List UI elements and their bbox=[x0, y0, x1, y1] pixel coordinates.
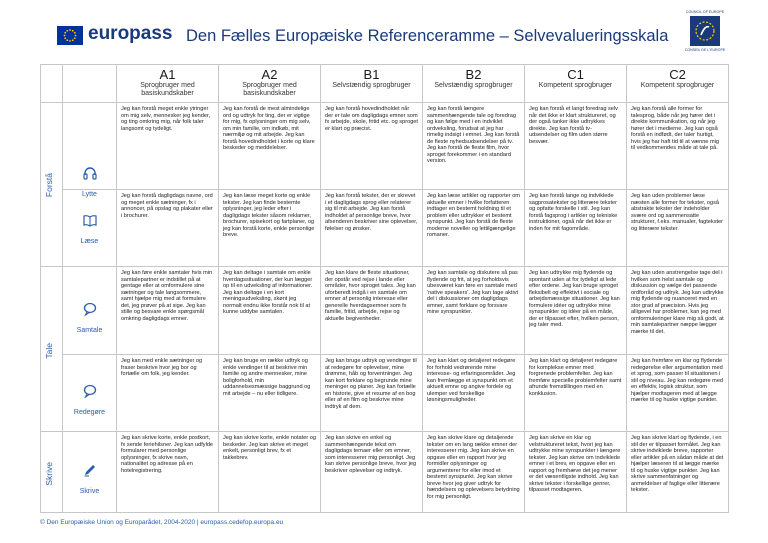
desc-cell-skrive-c2 bbox=[627, 432, 729, 513]
skill-cell-redegoere bbox=[63, 355, 117, 432]
descriptor-text: Jeg kan klart og detaljeret redegøre for komplekse emner med forgrenede problemfelter. Jeg kan fremføre specielle problemfelter samt afrunde fremstillingen med en konklusion. bbox=[529, 358, 622, 397]
coe-top-text: COUNCIL OF EUROPE bbox=[685, 10, 725, 14]
descriptor-text: Jeg kan uden problemer læse næsten alle former for tekster, også abstrakte tekster der indeholder svære ord og sammensatte strukturer, f.eks. manualer, fagtekster og litterære tekster. bbox=[631, 193, 724, 232]
skill-row-lytte bbox=[41, 103, 729, 190]
descriptor-text: Jeg kan bruge en række udtryk og enkle vendinger til at beskrive min familie og andre mennesker, mine boligforhold, min uddannelsesmæssige baggrund og mit arbejde – nu eller tidligere. bbox=[223, 358, 311, 397]
skill-label: Lytte bbox=[82, 191, 97, 198]
level-code: C1 bbox=[567, 67, 584, 82]
descriptor-text: Jeg kan skrive en enkel og sammenhængende tekst om dagligdags temaer eller om emner, som interesserer mig personligt. Jeg kan skrive personlige breve, hvor jeg beskriver oplevelser og indtryk. bbox=[325, 435, 417, 474]
level-desc: Sprogbruger med basiskundskaber bbox=[140, 82, 195, 97]
desc-cell-laese-a2 bbox=[219, 190, 321, 267]
skill-row-skrive bbox=[41, 432, 729, 513]
descriptor-text: Jeg kan med enkle sætninger og fraser beskrive hvor jeg bor og fortælle om folk, jeg kender. bbox=[121, 358, 203, 378]
desc-cell-skrive-b2 bbox=[423, 432, 525, 513]
headphones-icon bbox=[82, 165, 98, 181]
pen-icon bbox=[82, 462, 98, 478]
coe-bottom-text: CONSEIL DE L'EUROPE bbox=[684, 48, 726, 52]
level-code: B2 bbox=[465, 67, 482, 82]
eu-flag-icon bbox=[57, 26, 83, 45]
footer-copyright: © Den Europæiske Union og Europarådet, 2004-2020 | europass.cedefop.europa.eu bbox=[40, 519, 284, 526]
skill-cell-skrive bbox=[63, 432, 117, 513]
self-assessment-grid bbox=[40, 64, 728, 514]
level-desc: Sprogbruger med basiskundskaber bbox=[242, 82, 297, 97]
level-code: C2 bbox=[669, 67, 686, 82]
desc-cell-lytte-c1 bbox=[525, 103, 627, 190]
desc-cell-laese-c2 bbox=[627, 190, 729, 267]
descriptor-text: Jeg kan deltage i samtale om enkle hverdagssituationer, der kun lægger op til en udveksling af informationer. Jeg kan deltage i en kort meningsudveksling, skønt jeg normalt endnu ikke forstår nok til at kunne uddybe samtalen. bbox=[223, 270, 313, 316]
descriptor-text: Jeg kan forstå hovedindholdet når der er tale om dagligdags emner som fx arbejde, skole, fritid etc. og sproget er klart og præcist. bbox=[325, 106, 418, 132]
descriptor-text: Jeg kan skrive klare og detaljerede tekster om en lang række emner der interesserer mig. Jeg kan skrive en opgave eller en rapport hvor jeg formidler oplysninger og argumenterer for eller imod et bestemt synspunkt. Jeg kan skrive breve hvor jeg giver udtryk for hændelsers og oplevelsers betydning for mig personligt. bbox=[427, 435, 520, 500]
level-desc: Selvstændig sprogbruger bbox=[332, 82, 411, 89]
descriptor-text: Jeg kan klare de fleste situationer, der opstår ved rejse i lande eller områder, hvor sproget tales. Jeg kan uforberedt indgå i en samtale om emner af personlig interesse eller generelle hverdagsemner som fx familie, fritid, arbejde, rejse og aktuelle begivenheder. bbox=[325, 270, 416, 322]
level-header-c1 bbox=[525, 65, 627, 103]
speech-bubble-icon bbox=[82, 383, 98, 399]
desc-cell-redegoere-b2 bbox=[423, 355, 525, 432]
skill-label: Skrive bbox=[79, 488, 100, 495]
level-desc: Kompetent sprogbruger bbox=[538, 82, 613, 89]
desc-cell-skrive-a2 bbox=[219, 432, 321, 513]
level-header-row bbox=[41, 65, 729, 103]
skill-cell-samtale bbox=[63, 267, 117, 355]
category-cell-forstaa bbox=[41, 103, 63, 267]
desc-cell-samtale-a2 bbox=[219, 267, 321, 355]
level-header-a2 bbox=[219, 65, 321, 103]
desc-cell-skrive-c1 bbox=[525, 432, 627, 513]
descriptor-text: Jeg kan forstå lange og indviklede sagprosatekster og litterære tekster og opfatte forskelle i stil. Jeg kan forstå fagsprog i artikler og tekniske instruktioner, også når det ikke er inden for mit fagområde. bbox=[529, 193, 618, 232]
descriptor-text: Jeg kan skrive korte, enkle postkort, fx sende feriehilsner. Jeg kan udfylde formularer med personlige oplysninger, fx skrive navn, nationalitet og adresse på en hotelregistrering. bbox=[121, 435, 214, 474]
desc-cell-redegoere-a1 bbox=[117, 355, 219, 432]
speech-bubble-icon bbox=[82, 301, 98, 317]
category-cell-skrive bbox=[41, 432, 63, 513]
desc-cell-lytte-a1 bbox=[117, 103, 219, 190]
desc-cell-laese-c1 bbox=[525, 190, 627, 267]
descriptor-text: Jeg kan skrive korte, enkle notater og beskeder. Jeg kan skrive et meget enkelt, personligt brev, fx et takkebrev. bbox=[223, 435, 316, 461]
desc-cell-redegoere-c1 bbox=[525, 355, 627, 432]
desc-cell-samtale-a1 bbox=[117, 267, 219, 355]
desc-cell-samtale-c2 bbox=[627, 267, 729, 355]
descriptor-text: Jeg kan forstå længere sammenhængende tale og foredrag og kan følge med i en indviklet ordveksling, forudsat at jeg har rimelig indsigt i emnet. Jeg kan forstå de fleste nyhedsudsendelser på tv. Jeg kan forstå de fleste film, hvor sproget forekommer i en standard version. bbox=[427, 106, 520, 165]
level-desc: Kompetent sprogbruger bbox=[640, 82, 715, 89]
category-cell-tale bbox=[41, 267, 63, 432]
descriptor-text: Jeg kan forstå de mest almindelige ord og udtryk for ting, der er vigtige for mig, fx oplysninger om mig selv, om min familie, om indkøb, mit nærmiljø og mit arbejde. Jeg kan forstå hovedindholdet i korte og klare beskeder og meddelelser. bbox=[223, 106, 315, 152]
desc-cell-redegoere-a2 bbox=[219, 355, 321, 432]
desc-cell-skrive-b1 bbox=[321, 432, 423, 513]
descriptor-text: Jeg kan bruge udtryk og vendinger til at redegøre for oplevelser, mine drømme, håb og forventninger. Jeg kan kort forklare og begrunde mine meninger og planer. Jeg kan fortælle en historie, give et resume af en bog eller af en film og beskrive mine indtryk af dem. bbox=[325, 358, 417, 410]
corner-cell bbox=[41, 65, 63, 103]
descriptor-text: Jeg kan fremføre en klar og flydende redegørelse eller argumentation med et sprog, som passer til situationen i stil og niveau. Jeg kan redegøre med en effektiv, logisk struktur, som hjælper modtageren med at lægge mærke til og huske vigtige punkter. bbox=[631, 358, 724, 404]
descriptor-text: Jeg kan udtrykke mig flydende og spontant uden at for tydeligt at lede efter ordene. Jeg kan bruge sproget fleksibelt og effektivt i sociale og arbejdsmæssige situationer. Jeg kan formulere idéer og udtrykke mine synspunkter og idéer på en måde, der er tilpasset efter, hvilken person, jeg taler med. bbox=[529, 270, 620, 329]
desc-cell-laese-b1 bbox=[321, 190, 423, 267]
level-desc: Selvstændig sprogbruger bbox=[434, 82, 513, 89]
category-label: Forstå bbox=[44, 173, 54, 198]
descriptor-text: Jeg kan forstå et langt foredrag selv når det ikke er klart struktureret, og der også tanker ikke udtrykkes direkte. Jeg kan forstå tv-udsendelser og film uden større besvær. bbox=[529, 106, 618, 145]
descriptor-text: Jeg kan læse artikler og rapporter om aktuelle emner i hvilke forfatteren indtager en bestemt holdning til et problem eller udtrykker et bestemt synspunkt. Jeg kan forstå de fleste moderne noveller og lettilgængelige romaner. bbox=[427, 193, 520, 239]
level-code: B1 bbox=[363, 67, 380, 82]
descriptor-text: Jeg kan føre enkle samtaler hvis min samtalepartner er indstillet på at gentage eller at omformulere sine sætninger og tale langsommere, samt hjælpe mig med at formulere det, jeg prøver på at sige. Jeg kan stille og besvare enkle spørgsmål omkring dagligdags emner. bbox=[121, 270, 213, 322]
category-label: Skrive bbox=[44, 462, 54, 486]
descriptor-text: Jeg kan forstå tekster, der er skrevet i et dagligdags sprog eller relaterer sig til mit arbejde. Jeg kan forstå indholdet af personlige breve, hvor afsenderen beskriver sine oplevelser, følelser og ønsker. bbox=[325, 193, 418, 232]
page-title: Den Fælles Europæiske Referenceramme – Selvevalueringsskala bbox=[186, 27, 669, 45]
descriptor-text: Jeg kan læse meget korte og enkle tekster. Jeg kan finde bestemte oplysninger, jeg leder efter i dagligdags tekster såsom reklamer, brochurer, spisekort og fartplaner, og jeg kan forstå korte, enkle personlige breve. bbox=[223, 193, 315, 239]
descriptor-text: Jeg kan skrive klart og flydende, i en stil der er tilpasset formålet. Jeg kan skrive indviklede breve, rapporter eller artikler på en sådan måde at det hjælper læseren til at lægge mærke til og huske vigtige punkter. Jeg kan skrive sammenfatninger og anmeldelser af faglige eller litterære tekster. bbox=[631, 435, 724, 494]
descriptor-text: Jeg kan forstå alle former for talesprog, både når jeg hører det i direkte kommunikation, og når jeg hører det i medierne. Jeg kan også forstå en indfødt, der taler hurtigt, hvis jeg har haft tid til at vænne mig til vedkommendes måde at tale på. bbox=[631, 106, 719, 152]
desc-cell-lytte-c2 bbox=[627, 103, 729, 190]
level-header-b2 bbox=[423, 65, 525, 103]
desc-cell-laese-a1 bbox=[117, 190, 219, 267]
cefr-table bbox=[40, 64, 729, 513]
level-header-a1 bbox=[117, 65, 219, 103]
skill-cell-lytte bbox=[63, 103, 117, 198]
descriptor-text: Jeg kan forstå meget enkle ytringer om mig selv, mennesker jeg kender, og ting omkring mig, når folk taler langsomt og tydeligt. bbox=[121, 106, 211, 132]
skill-label: Redegøre bbox=[73, 409, 106, 416]
desc-cell-samtale-c1 bbox=[525, 267, 627, 355]
desc-cell-lytte-b2 bbox=[423, 103, 525, 190]
descriptor-text: Jeg kan skrive en klar og velstruktureret tekst, hvori jeg kan udtrykke mine synspunkter i længere tekster. Jeg kan skrive om indviklede emner i et brev, en opgave eller en rapport og fremhæve det jeg mener er det væsentligste indhold. Jeg kan skrive tekster i forskellige genrer, tilpasset modtageren. bbox=[529, 435, 621, 494]
desc-cell-lytte-b1 bbox=[321, 103, 423, 190]
page-header bbox=[0, 0, 768, 64]
level-header-c2 bbox=[627, 65, 729, 103]
skill-label: Læse bbox=[80, 238, 99, 245]
desc-cell-redegoere-b1 bbox=[321, 355, 423, 432]
desc-cell-redegoere-c2 bbox=[627, 355, 729, 432]
descriptor-text: Jeg kan samtale og diskutere så pas flydende og frit, at jeg forholdsvis ubesværet kan føre en samtale med 'native speakers'. Jeg kan tage aktivt del i diskussioner om dagligdags emner, samt forklare og forsvare mine synspunkter. bbox=[427, 270, 519, 316]
skill-label: Samtale bbox=[76, 327, 103, 334]
council-of-europe-logo bbox=[675, 10, 735, 60]
level-code: A1 bbox=[159, 67, 176, 82]
skill-row-laese bbox=[41, 190, 729, 267]
brand-name: europass bbox=[88, 23, 173, 44]
level-code: A2 bbox=[261, 67, 278, 82]
category-label: Tale bbox=[44, 343, 54, 359]
book-icon bbox=[82, 212, 98, 228]
skill-row-redegoere bbox=[41, 355, 729, 432]
desc-cell-lytte-a2 bbox=[219, 103, 321, 190]
descriptor-text: Jeg kan forstå dagligdags navne, ord og meget enkle sætninger, fx i annoncer, på opslag og plakater eller i brochurer. bbox=[121, 193, 213, 219]
skill-cell-laese bbox=[63, 190, 117, 267]
descriptor-text: Jeg kan uden anstrengelse tage del i hvilken som helst samtale og diskussion og vælge det passende ordforråd og udtryk. Jeg kan udtrykke mig flydende og nuanceret med en stor grad af præcision. Hvis jeg alligevel har problemer, kan jeg med omformuleringer klare mig så godt, at min samtalepartner næppe lægger mærke til det. bbox=[631, 270, 724, 335]
desc-cell-laese-b2 bbox=[423, 190, 525, 267]
coe-emblem-icon bbox=[690, 16, 720, 46]
desc-cell-skrive-a1 bbox=[117, 432, 219, 513]
desc-cell-samtale-b2 bbox=[423, 267, 525, 355]
skill-row-samtale bbox=[41, 267, 729, 355]
desc-cell-samtale-b1 bbox=[321, 267, 423, 355]
descriptor-text: Jeg kan klart og detaljeret redegøre for forhold vedrørende mine interesse- og erfaringsområder. Jeg kan fremlægge et synspunkt om et aktuelt emne og angive fordele og ulemper ved forskellige løsningsmuligheder. bbox=[427, 358, 516, 404]
level-header-b1 bbox=[321, 65, 423, 103]
corner-cell bbox=[63, 65, 117, 103]
